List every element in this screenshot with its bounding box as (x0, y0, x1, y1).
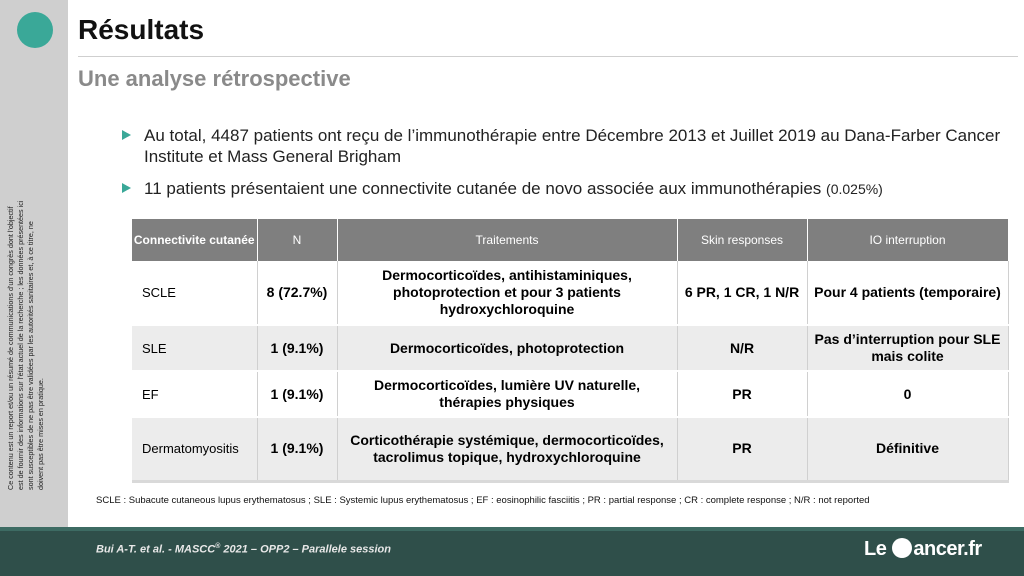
bullet-percent: (0.025%) (826, 181, 883, 197)
table-row (132, 371, 1008, 417)
cell-io: Définitive (807, 417, 1008, 481)
disclaimer-note: Ce contenu est un report et/ou un résumé de communications d'un congrès dont l'objectif est de fournir des informations sur l'état actuel de la recherche ; les données présentées ici sont susceptibles de ne pas être validées par les autorités sanitaires et, à ce titre, ne doivent pas être mises en pratique. (6, 200, 45, 490)
table-row (132, 261, 1008, 325)
table-header-row (132, 219, 1008, 261)
cell-skin: 6 PR, 1 CR, 1 N/R (677, 261, 807, 325)
bullet-arrow-icon (122, 130, 131, 140)
bullet-text: 11 patients présentaient une connectivite cutanée de novo associée aux immunothérapies (144, 179, 827, 198)
bullet-arrow-icon (122, 183, 131, 193)
page-title: Résultats (78, 14, 205, 45)
row-label: SLE (132, 325, 257, 371)
left-sidebar (0, 0, 68, 530)
row-label: EF (132, 371, 257, 417)
table-row (132, 325, 1008, 371)
logo-circle-icon (17, 12, 53, 48)
footer-accent-line (0, 527, 1024, 531)
cell-io: Pour 4 patients (temporaire) (807, 261, 1008, 325)
cell-io: Pas d’interruption pour SLE mais colite (807, 325, 1008, 371)
header-traitements: Traitements (337, 219, 677, 261)
title-divider (78, 56, 1018, 57)
cell-traitement: Corticothérapie systémique, dermocorticoïdes, tacrolimus topique, hydroxychloroquine (337, 417, 677, 481)
page-subtitle: Une analyse rétrospective (78, 66, 351, 91)
cell-n: 8 (72.7%) (257, 261, 337, 325)
cell-n: 1 (9.1%) (257, 371, 337, 417)
abbreviations-footnote: SCLE : Subacute cutaneous lupus erythematosus ; SLE : Systemic lupus erythematosus ; EF : eosinophilic fasciitis ; PR : partial response ; CR : complete response ; N/R : not reported (96, 495, 870, 506)
brand-logo: Le ancer.fr (864, 538, 982, 560)
bullet-item (122, 125, 1002, 167)
cell-n: 1 (9.1%) (257, 325, 337, 371)
results-table (132, 219, 1008, 483)
bullet-list (122, 125, 1002, 211)
header-n: N (257, 219, 337, 261)
cell-traitement: Dermocorticoïdes, lumière UV naturelle, thérapies physiques (337, 371, 677, 417)
row-label: Dermatomyositis (132, 417, 257, 481)
cell-skin: PR (677, 371, 807, 417)
cell-n: 1 (9.1%) (257, 417, 337, 481)
header-io-interruption: IO interruption (807, 219, 1008, 261)
citation: Bui A-T. et al. - MASCC® 2021 – OPP2 – Parallele session (96, 543, 391, 556)
cell-traitement: Dermocorticoïdes, photoprotection (337, 325, 677, 371)
header-connectivite: Connectivite cutanée (132, 219, 257, 261)
table-row (132, 417, 1008, 481)
bullet-text: Au total, 4487 patients ont reçu de l’immunothérapie entre Décembre 2013 et Juillet 2019 au Dana-Farber Cancer Institute et Mass General Brigham (144, 126, 1001, 166)
brand-circle-icon (892, 538, 912, 558)
cell-skin: N/R (677, 325, 807, 371)
cell-io: 0 (807, 371, 1008, 417)
cell-traitement: Dermocorticoïdes, antihistaminiques, photoprotection et pour 3 patients hydroxychloroquine (337, 261, 677, 325)
header-skin-responses: Skin responses (677, 219, 807, 261)
bullet-item (122, 178, 1002, 200)
cell-skin: PR (677, 417, 807, 481)
row-label: SCLE (132, 261, 257, 325)
